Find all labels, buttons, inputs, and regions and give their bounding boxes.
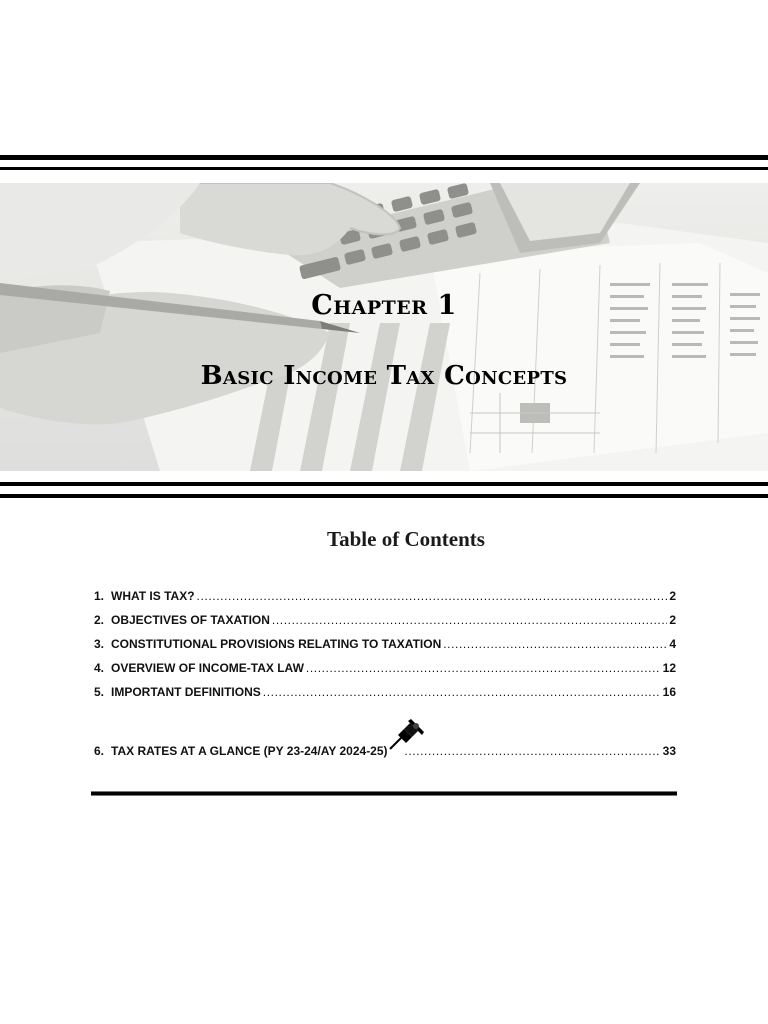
toc-leader-dots: [197, 587, 668, 605]
toc-item-page: 33: [662, 744, 676, 758]
banner-image: [0, 183, 768, 471]
toc-item-number: 6.: [94, 744, 105, 758]
banner-rule-thick: [0, 482, 768, 486]
toc-item-what-is-tax[interactable]: [94, 587, 676, 611]
toc-item-label: OBJECTIVES OF TAXATION: [111, 613, 270, 627]
toc-item-tax-rates-at-a-glance[interactable]: [94, 725, 676, 758]
toc-item-page: 2: [669, 589, 676, 603]
toc-item-label: OVERVIEW OF INCOME-TAX LAW: [111, 661, 304, 675]
toc-item-important-definitions[interactable]: [94, 683, 676, 707]
toc-leader-dots: [443, 635, 667, 653]
toc-item-number: 4.: [94, 661, 105, 675]
chapter-subtitle: Basic Income Tax Concepts: [200, 361, 568, 391]
toc-item-number: 3.: [94, 637, 105, 651]
toc-item-page: 12: [662, 661, 676, 675]
toc-heading: Table of Contents: [327, 527, 485, 551]
banner-rule-thin: [0, 494, 768, 498]
toc-item-number: 2.: [94, 613, 105, 627]
toc-item-page: 2: [669, 613, 676, 627]
toc-item-label: CONSTITUTIONAL PROVISIONS RELATING TO TAXATION: [111, 637, 442, 651]
top-rule-thin: [0, 167, 768, 170]
chapter-title: Chapter 1: [311, 290, 457, 321]
toc-leader-dots: [306, 659, 661, 677]
top-rule-thick: [0, 155, 768, 160]
toc-item-number: 1.: [94, 589, 105, 603]
toc-item-label: IMPORTANT DEFINITIONS: [111, 685, 261, 699]
toc-item-constitutional-provisions[interactable]: [94, 635, 676, 659]
banner-illustration: [0, 183, 768, 471]
toc-item-overview-income-tax-law[interactable]: [94, 659, 676, 683]
bottom-rule: [91, 791, 677, 796]
toc-leader-dots: [263, 683, 661, 701]
toc-item-label: TAX RATES AT A GLANCE (PY 23-24/AY 2024-25): [111, 744, 388, 758]
toc-item-objectives-of-taxation[interactable]: [94, 611, 676, 635]
toc-leader-dots: [404, 742, 660, 760]
toc-item-page: 16: [662, 685, 676, 699]
toc-item-number: 5.: [94, 685, 105, 699]
toc-item-label: WHAT IS TAX?: [111, 589, 195, 603]
toc-item-page: 4: [669, 637, 676, 651]
pushpin-icon: [388, 725, 399, 755]
toc-leader-dots: [272, 611, 667, 629]
table-of-contents: [94, 587, 676, 758]
